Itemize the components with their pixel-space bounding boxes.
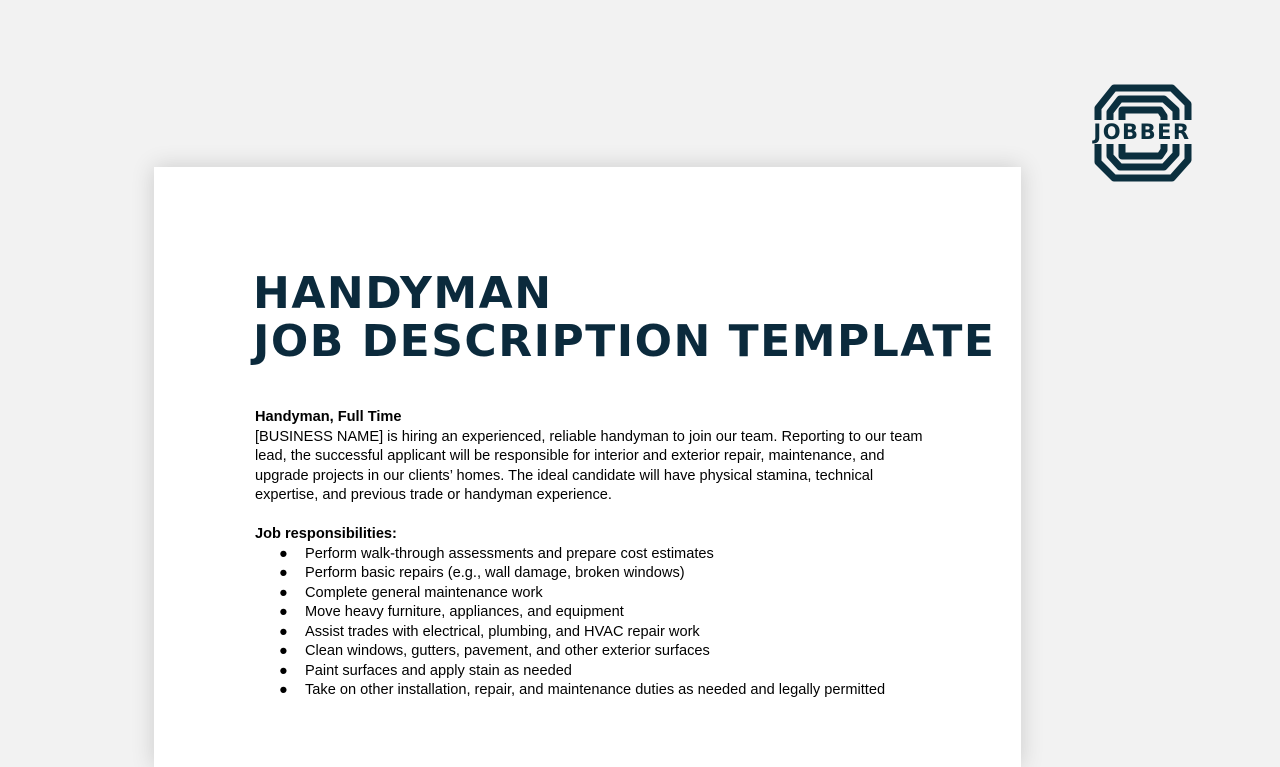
list-item bbox=[279, 662, 925, 682]
list-item bbox=[279, 681, 925, 701]
list-item-text: Perform basic repairs (e.g., wall damage, broken windows) bbox=[305, 565, 685, 581]
list-item-text: Perform walk-through assessments and prepare cost estimates bbox=[305, 545, 714, 562]
document-page bbox=[154, 167, 1021, 767]
responsibilities-list bbox=[255, 545, 925, 701]
document-title bbox=[253, 270, 995, 366]
list-item bbox=[279, 623, 925, 643]
list-item bbox=[279, 564, 925, 584]
list-item bbox=[279, 603, 925, 623]
document-title-line2: JOB DESCRIPTION TEMPLATE bbox=[253, 316, 996, 367]
bullet-icon: ● bbox=[279, 623, 288, 640]
intro-paragraph: [BUSINESS NAME] is hiring an experienced, reliable handyman to join our team. Reporting to our team lead, the successful applicant will be responsible for interior and exterior repair, maintenance, and upgrade projects in our clients’ homes. The ideal candidate will have physical stamina, technical expertise, and previous trade or handyman experience. bbox=[255, 428, 923, 503]
bullet-icon: ● bbox=[279, 643, 288, 659]
list-item-text: Assist trades with electrical, plumbing, and HVAC repair work bbox=[305, 623, 700, 640]
bullet-icon: ● bbox=[279, 584, 288, 601]
bullet-icon: ● bbox=[279, 545, 288, 562]
list-item-text: Paint surfaces and apply stain as needed bbox=[305, 662, 572, 679]
list-item-text: Clean windows, gutters, pavement, and other exterior surfaces bbox=[305, 643, 710, 659]
bullet-icon: ● bbox=[279, 682, 288, 698]
job-heading: Handyman, Full Time bbox=[255, 409, 402, 425]
list-item-text: Take on other installation, repair, and maintenance duties as needed and legally permitted bbox=[305, 682, 886, 698]
bullet-icon: ● bbox=[279, 662, 288, 679]
list-item bbox=[279, 584, 925, 604]
jobber-logo bbox=[1084, 82, 1200, 184]
list-item bbox=[279, 642, 925, 662]
list-item-text: Move heavy furniture, appliances, and equipment bbox=[305, 604, 624, 620]
paragraph-spacer bbox=[255, 506, 925, 526]
document-title-line1: HANDYMAN bbox=[253, 268, 553, 319]
responsibilities-heading: Job responsibilities: bbox=[255, 526, 397, 542]
list-item bbox=[279, 545, 925, 565]
jobber-wordmark: JOBBER bbox=[1084, 120, 1200, 144]
document-body bbox=[255, 408, 925, 701]
bullet-icon: ● bbox=[279, 565, 288, 581]
list-item-text: Complete general maintenance work bbox=[305, 584, 543, 601]
bullet-icon: ● bbox=[279, 604, 288, 620]
